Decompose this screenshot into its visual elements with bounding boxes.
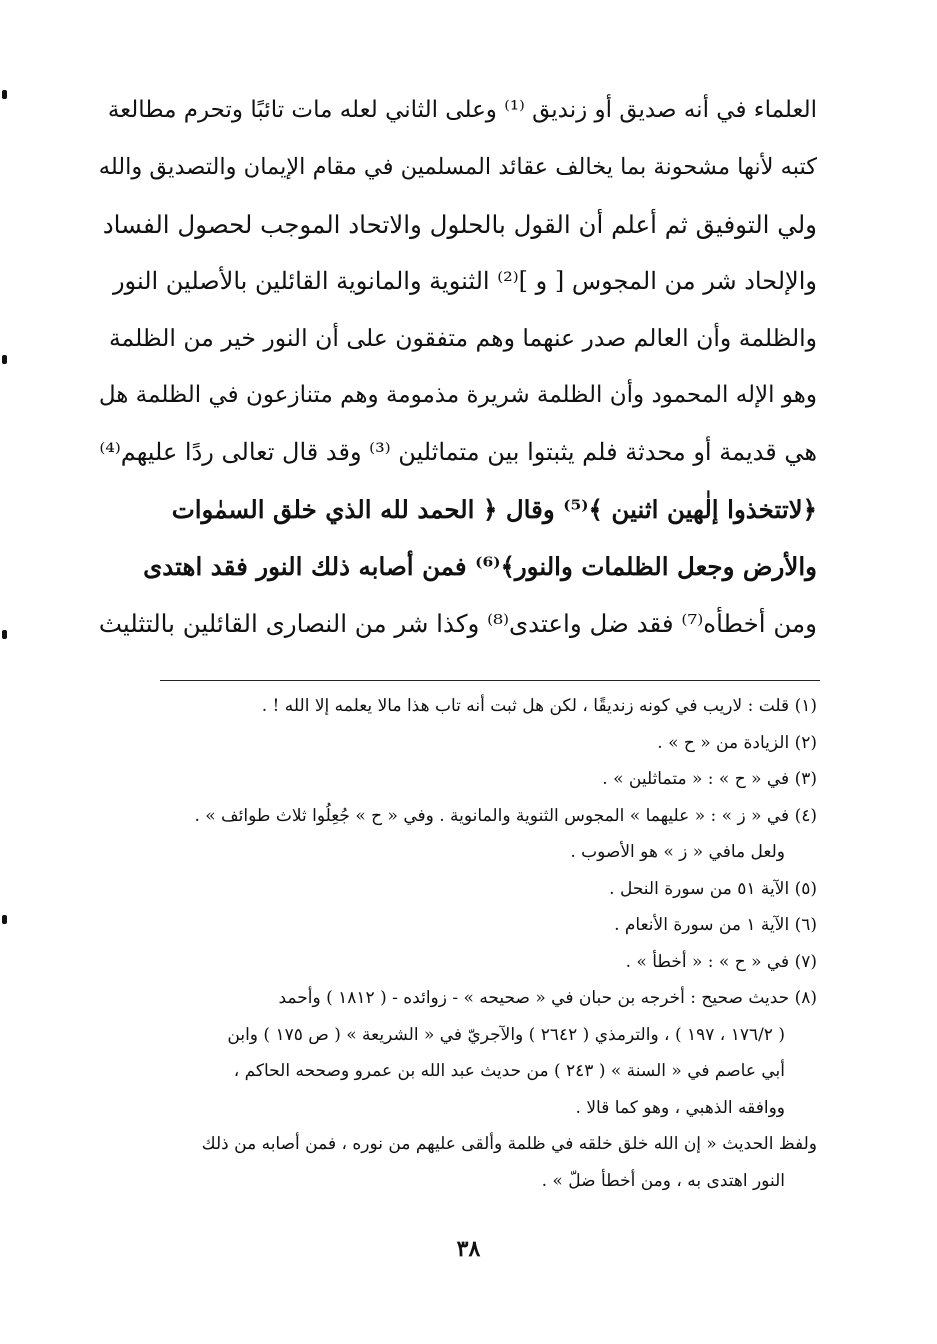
margin-mark (2, 90, 7, 99)
footnote-line: ( ١٧٦/٢ ، ١٩٧ ) ، والترمذي ( ٢٦٤٢ ) والآجريّ في « الشريعة » ( ص ١٧٥ ) وابن (227, 1024, 785, 1045)
footnote-line: ولفظ الحديث « إن الله خلق خلقه في ظلمة وألقى عليهم من نوره ، فمن أصابه من ذلك (201, 1134, 817, 1154)
margin-mark (2, 915, 7, 924)
main-text-line: والظلمة وأن العالم صدر عنهما وهم متفقون على أن النور خير من الظلمة (108, 324, 817, 352)
quran-verse-line: والأرض وجعل الظلمات والنور﴾⁽⁶⁾ فمن أصابه ذلك النور فقد اهتدى (143, 552, 817, 581)
footnote-divider (160, 680, 820, 681)
main-text-line: هي قديمة أو محدثة فلم يثبتوا بين متماثلين ⁽³⁾ وقد قال تعالى ردًا عليهم⁽⁴⁾ (99, 438, 817, 466)
margin-mark (2, 630, 7, 639)
main-text-line: وهو الإله المحمود وأن الظلمة شريرة مذمومة وهم متنازعون في الظلمة هل (98, 382, 817, 408)
footnote-line: (٦) الآية ١ من سورة الأنعام . (614, 915, 817, 935)
margin-mark (2, 355, 7, 364)
footnote-line: (١) قلت : لاريب في كونه زنديقًا ، لكن هل ثبت أنه تاب هذا مالا يعلمه إلا الله ! . (261, 696, 817, 716)
footnote-line: (٥) الآية ٥١ من سورة النحل . (609, 878, 817, 899)
main-text (100, 82, 817, 652)
footnote-line: ولعل مافي « ز » هو الأصوب . (570, 842, 785, 862)
main-text-line: ولي التوفيق ثم أعلم أن القول بالحلول والاتحاد الموجب لحصول الفساد (102, 210, 817, 239)
main-text-line: العلماء في أنه صديق أو زنديق ⁽¹⁾ وعلى الثاني لعله مات تائبًا وتحرم مطالعة (107, 97, 817, 123)
main-text-line: ومن أخطأه⁽⁷⁾ فقد ضل واعتدى⁽⁸⁾ وكذا شر من النصارى القائلين بالتثليث (98, 609, 817, 638)
footnotes (100, 688, 817, 1199)
page-number: ٣٨ (456, 1236, 481, 1262)
quran-verse-line: ﴿لاتتخذوا إلٰهين اثنين ﴾⁽⁵⁾ وقال ﴿ الحمد لله الذي خلق السمٰوات (171, 495, 817, 524)
footnote-line: ووافقه الذهبي ، وهو كما قالا . (575, 1097, 785, 1118)
footnote-line: (٤) في « ز » : « عليهما » المجوس الثنوية والمانوية . وفي « ح » جُعِلُوا ثلاث طوائف » . (194, 805, 817, 826)
footnote-line: (٢) الزيادة من « ح » . (657, 732, 817, 753)
main-text-line: كتبه لأنها مشحونة بما يخالف عقائد المسلمين في مقام الإيمان والتصديق والله (98, 154, 817, 180)
footnote-line: أبي عاصم في « السنة » ( ٢٤٣ ) من حديث عبد الله بن عمرو وصححه الحاكم ، (233, 1061, 785, 1081)
footnote-line: (٣) في « ح » : « متماثلين » . (602, 769, 817, 789)
footnote-line: (٧) في « ح » : « أخطأ » . (625, 951, 817, 972)
main-text-line: والإلحاد شر من المجوس [ و ]⁽²⁾ الثنوية والمانوية القائلين بالأصلين النور (112, 267, 817, 295)
footnote-line: (٨) حديث صحيح : أخرجه بن حبان في « صحيحه » - زوائده - ( ١٨١٢ ) وأحمد (278, 988, 817, 1008)
footnote-line: النور اهتدى به ، ومن أخطأ ضلّ » . (541, 1170, 785, 1191)
